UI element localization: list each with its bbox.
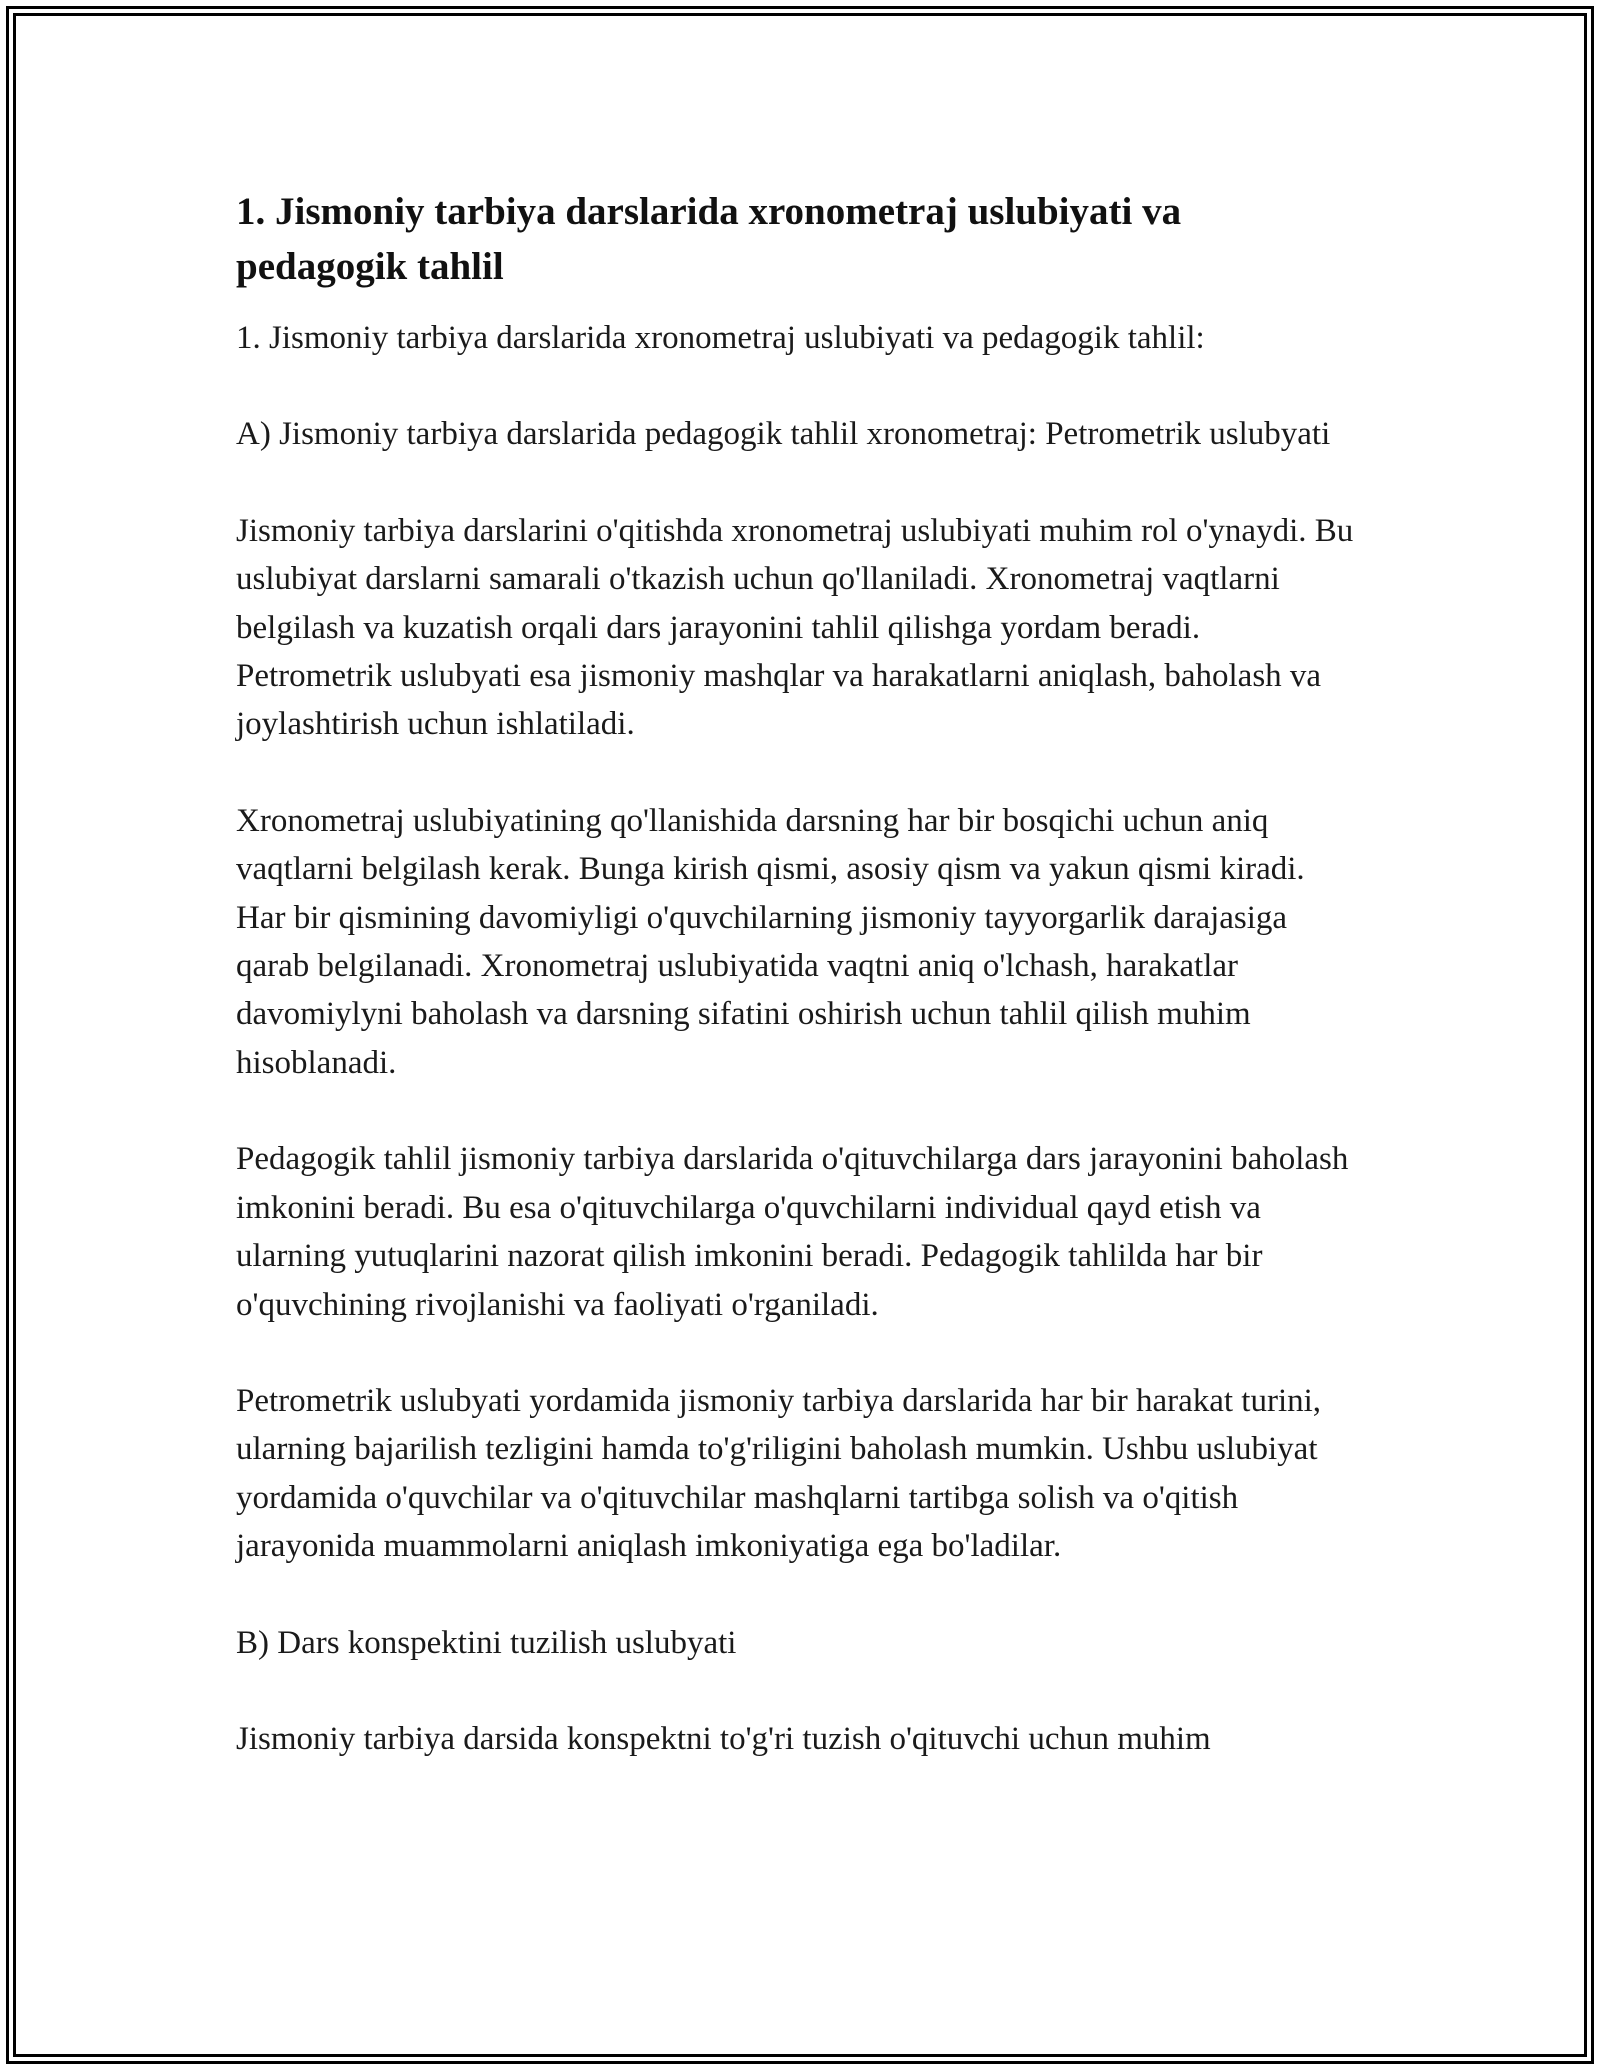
- paragraph-section-b-title: B) Dars konspektini tuzilish uslubyati: [236, 1624, 737, 1661]
- paragraph-body: Xronometraj uslubiyatining qo'llanishida darsning har bir bosqichi uchun aniq vaqtlarni belgilash kerak. Bunga kirish qismi, asosiy qism va yakun qismi kiradi. Har bir qismining davomiyligi o'quvchilarning jismoniy tayyorgarlik darajasiga qarab belgilanadi. Xronometraj uslubiyatida vaqtni aniq o'lchash, harakatlar davomiylyni baholash va darsning sifatini oshirish uchun tahlil qilish muhim hisoblanadi.: [236, 802, 1305, 1081]
- document-heading: 1. Jismoniy tarbiya darslarida xronometraj uslubiyati va pedagogik tahlil: [236, 190, 1182, 288]
- paragraph-body: Pedagogik tahlil jismoniy tarbiya darslarida o'qituvchilarga dars jarayonini baholash imkonini beradi. Bu esa o'qituvchilarga o'quvchilarni individual qayd etish va ularning yutuqlarini nazorat qilish imkonini beradi. Pedagogik tahlilda har bir o'quvchining rivojlanishi va faoliyati o'rganiladi.: [236, 1141, 1349, 1323]
- paragraph-body-truncated: Jismoniy tarbiya darsida konspektni to'g'ri tuzish o'qituvchi uchun muhim: [236, 1720, 1211, 1757]
- paragraph-section-a-title: A) Jismoniy tarbiya darslarida pedagogik tahlil xronometraj: Petrometrik uslubyati: [236, 416, 1331, 453]
- paragraph-body: Petrometrik uslubyati yordamida jismoniy tarbiya darslarida har bir harakat turini, ularning bajarilish tezligini hamda to'g'riligini baholash mumkin. Ushbu uslubiyat yordamida o'quvchilar va o'qituvchilar mashqlarni tartibga solish va o'qitish jarayonida muammolarni aniqlash imkoniyatiga ega bo'ladilar.: [236, 1382, 1322, 1565]
- document-body: [236, 184, 1356, 1811]
- paragraph-body: Jismoniy tarbiya darslarini o'qitishda xronometraj uslubiyati muhim rol o'ynaydi. Bu uslubiyat darslarni samarali o'tkazish uchun qo'llaniladi. Xronometraj vaqtlarni belgilash va kuzatish orqali dars jarayonini tahlil qilishga yordam beradi. Petrometrik uslubyati esa jismoniy mashqlar va harakatlarni aniqlash, baholash va joylashtirish uchun ishlatiladi.: [236, 512, 1354, 743]
- paragraph-intro: 1. Jismoniy tarbiya darslarida xronometraj uslubiyati va pedagogik tahlil:: [236, 320, 1205, 356]
